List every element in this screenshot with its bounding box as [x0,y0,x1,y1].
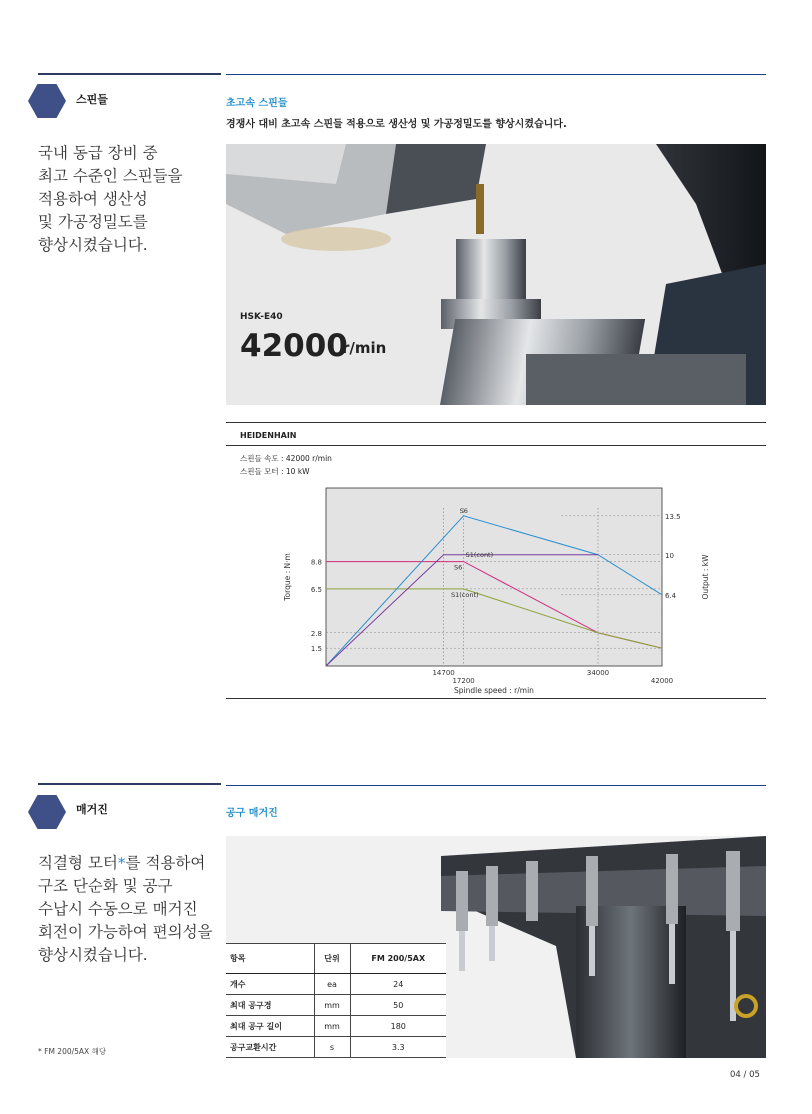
spindle-chart-box [226,422,766,699]
y2-axis-title: Output : kW [701,554,710,600]
x-tick-label: 42000 [650,677,674,685]
y-tick-label: 2.8 [310,629,322,638]
spindle-photo [226,144,766,405]
table-cell: 공구교환시간 [226,1037,314,1058]
x-tick-label: 17200 [452,677,475,685]
table-row [226,1037,446,1058]
lead-line: 적용하여 생산성 [38,190,148,208]
chart-brand: HEIDENHAIN [240,431,297,440]
y-tick-label: 8.8 [310,558,322,567]
series-label-s6-output: S6 [459,506,468,515]
section1-hexagon-icon [28,84,66,118]
table-cell: 180 [350,1016,446,1037]
y2-tick-label: 13.5 [665,512,681,521]
photo-speed-value: 42000 [240,328,348,364]
section2-subtitle: 공구 매거진 [226,808,278,819]
table-header-cell: FM 200/5AX [350,944,446,974]
page-number: 04 / 05 [730,1070,760,1080]
section1-lead-text [38,142,223,257]
asterisk-mark: * [117,854,126,872]
table-header-cell: 항목 [226,944,314,974]
table-cell: mm [314,1016,350,1037]
series-label-s6-torque: S6 [454,563,463,572]
section2-hexagon-icon [28,795,66,829]
plot-area [326,488,662,666]
chart-spec-speed: 스핀들 속도 : 42000 r/min [240,454,332,463]
photo-speed-unit: r/min [342,339,387,357]
spindle-illustration [226,144,766,405]
magazine-spec-table-wrap [226,943,446,1058]
section2-lead-text [38,852,226,967]
lead-line: 향상시켰습니다. [38,946,148,964]
table-cell: 3.3 [350,1037,446,1058]
torque-output-chart [226,478,766,698]
table-row [226,974,446,995]
photo-spec-tag: HSK-E40 [240,312,283,322]
table-cell: mm [314,995,350,1016]
section1-right-rule [226,74,766,75]
section2-right-rule [226,785,766,786]
section2-title: 매거진 [76,803,108,816]
table-header-row [226,944,446,974]
y2-tick-label: 6.4 [665,591,677,600]
y-tick-label: 6.5 [310,585,322,594]
lead-line: 구조 단순화 및 공구 [38,877,173,895]
table-cell: 개수 [226,974,314,995]
y2-tick-label: 10 [665,551,674,560]
table-row [226,1016,446,1037]
table-header-cell: 단위 [314,944,350,974]
table-cell: s [314,1037,350,1058]
series-label-s1-output: S1(cont) [465,550,494,559]
table-cell: 50 [350,995,446,1016]
magazine-spec-table [226,943,446,1058]
lead-line: 최고 수준인 스핀들을 [38,167,183,185]
lead-line: 및 가공정밀도를 [38,213,148,231]
table-cell: 24 [350,974,446,995]
y-tick-label: 1.5 [310,645,322,654]
lead-line: 회전이 가능하여 편의성을 [38,923,213,941]
table-cell: 최대 공구 길이 [226,1016,314,1037]
table-cell: ea [314,974,350,995]
section2-left-rule [38,783,221,785]
chart-spec-motor: 스핀들 모터 : 10 kW [240,467,310,476]
footnote: * FM 200/5AX 해당 [38,1047,107,1056]
series-label-s1-torque: S1(cont) [451,590,479,599]
x-tick-label: 34000 [586,669,610,677]
lead-line: 향상시켰습니다. [38,236,148,254]
lead-line: 수납시 수동으로 매거진 [38,900,198,918]
section1-title: 스핀들 [76,93,108,106]
y-axis-title: Torque : N·m [283,553,292,601]
section1-left-rule [38,73,221,75]
table-cell: 최대 공구경 [226,995,314,1016]
section1-description: 경쟁사 대비 초고속 스핀들 적용으로 생산성 및 가공정밀도를 향상시켰습니다. [226,119,567,130]
lead-line: 직결형 모터*를 적용하여 [38,854,206,872]
chart-brand-rule [226,445,766,446]
section1-subtitle: 초고속 스핀들 [226,98,288,109]
lead-line: 국내 동급 장비 중 [38,144,158,162]
x-axis-title: Spindle speed : r/min [454,686,534,695]
table-row [226,995,446,1016]
x-tick-label: 14700 [432,669,455,677]
